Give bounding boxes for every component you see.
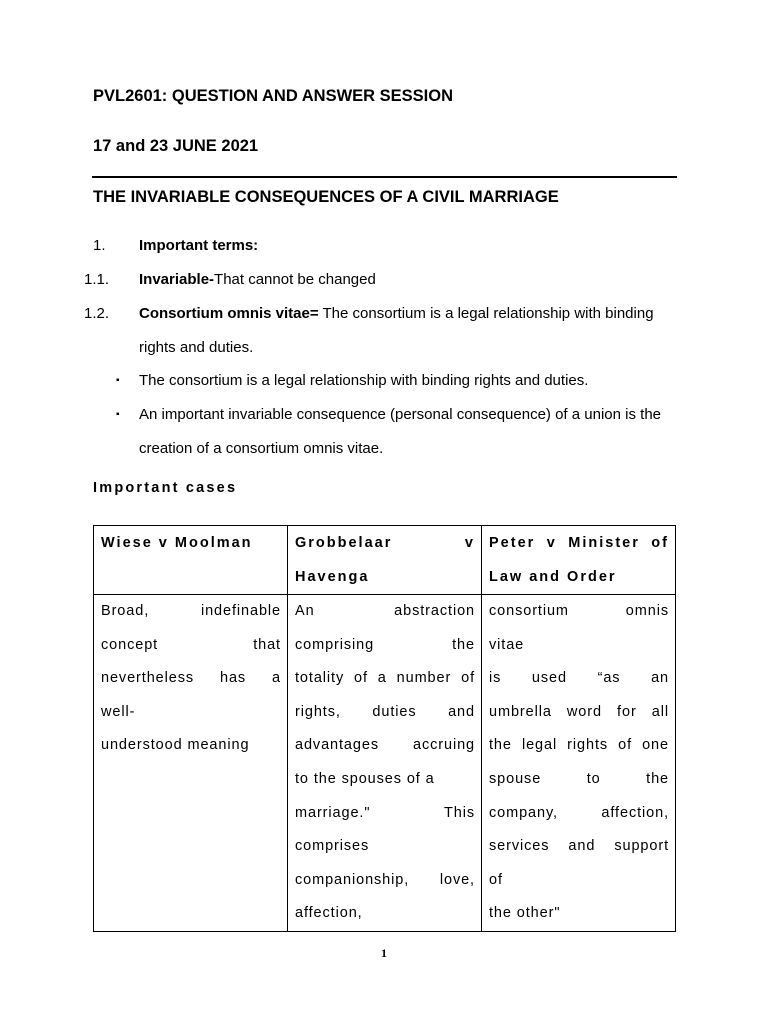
bullet-marker: ▪	[116, 375, 120, 386]
bullet-text: An important invariable consequence (personal consequence) of a union is the	[139, 406, 661, 423]
cell-line: totality of a number of	[295, 670, 475, 687]
header-line: Law and Order	[489, 569, 617, 585]
cell-line: understood meaning	[101, 737, 250, 754]
cell-line: company, affection,	[489, 804, 669, 821]
title-divider	[92, 176, 677, 178]
header-cell-wiese	[94, 526, 288, 595]
cell-line: concept that	[101, 636, 281, 653]
cell-line: An abstraction	[295, 603, 475, 619]
header-line: Havenga	[295, 569, 370, 585]
cell-line: marriage." This	[295, 804, 475, 821]
header-line: Wiese v Moolman	[101, 535, 253, 551]
body-cell-wiese	[94, 595, 288, 932]
cell-line: comprises	[295, 838, 370, 855]
bullet-marker: ▪	[116, 409, 120, 420]
section-heading: THE INVARIABLE CONSEQUENCES OF A CIVIL MARRIAGE	[93, 188, 559, 206]
cell-line: comprising the	[295, 636, 475, 653]
list-number-1-2: 1.2.	[84, 305, 110, 322]
table-body-row	[94, 595, 676, 932]
term-definition-continued: rights and duties.	[139, 339, 254, 356]
document-title: PVL2601: QUESTION AND ANSWER SESSION	[93, 87, 454, 105]
cases-heading: Important cases	[93, 480, 238, 496]
cell-line: the other"	[489, 905, 561, 922]
cell-line: is used “as an	[489, 670, 669, 687]
header-line-spacer	[101, 560, 281, 594]
cell-line: umbrella word for all	[489, 703, 669, 720]
cell-line: Broad, indefinable	[101, 603, 281, 619]
cell-line: of	[489, 871, 503, 888]
document-date: 17 and 23 JUNE 2021	[93, 137, 259, 155]
header-cell-grobbelaar	[288, 526, 482, 595]
cell-line: services and support	[489, 838, 669, 855]
term-definition: The consortium is a legal relationship with binding	[318, 305, 654, 322]
cell-line: companionship, love,	[295, 871, 475, 888]
page-number: 1	[381, 946, 387, 960]
header-cell-peter	[482, 526, 676, 595]
cell-line: advantages accruing	[295, 737, 475, 754]
cases-table	[93, 525, 676, 932]
term-consortium	[139, 304, 654, 324]
bullet-text: The consortium is a legal relationship with binding rights and duties.	[139, 372, 589, 389]
cell-line: to the spouses of a	[295, 770, 435, 787]
cell-line: affection,	[295, 905, 363, 922]
important-terms-heading: Important terms:	[139, 237, 259, 254]
term-label: Consortium omnis vitae=	[139, 305, 319, 322]
cell-line: the legal rights of one	[489, 737, 669, 754]
header-line: Grobbelaar v	[295, 535, 475, 551]
cell-line: nevertheless has a	[101, 670, 281, 687]
term-label: Invariable-	[139, 271, 215, 288]
list-number-1: 1.	[93, 237, 106, 254]
term-invariable	[139, 270, 376, 290]
bullet-text-continued: creation of a consortium omnis vitae.	[139, 440, 384, 457]
list-number-1-1: 1.1.	[84, 271, 110, 288]
term-definition: That cannot be changed	[214, 271, 376, 288]
cell-line: rights, duties and	[295, 703, 475, 720]
cell-line: consortium omnis	[489, 603, 669, 619]
body-cell-peter	[482, 595, 676, 932]
cell-line: spouse to the	[489, 770, 669, 787]
cell-line: vitae	[489, 636, 525, 653]
table-header-row	[94, 526, 676, 595]
cell-line: well-	[101, 703, 136, 720]
header-line: Peter v Minister of	[489, 535, 669, 551]
body-cell-grobbelaar	[288, 595, 482, 932]
